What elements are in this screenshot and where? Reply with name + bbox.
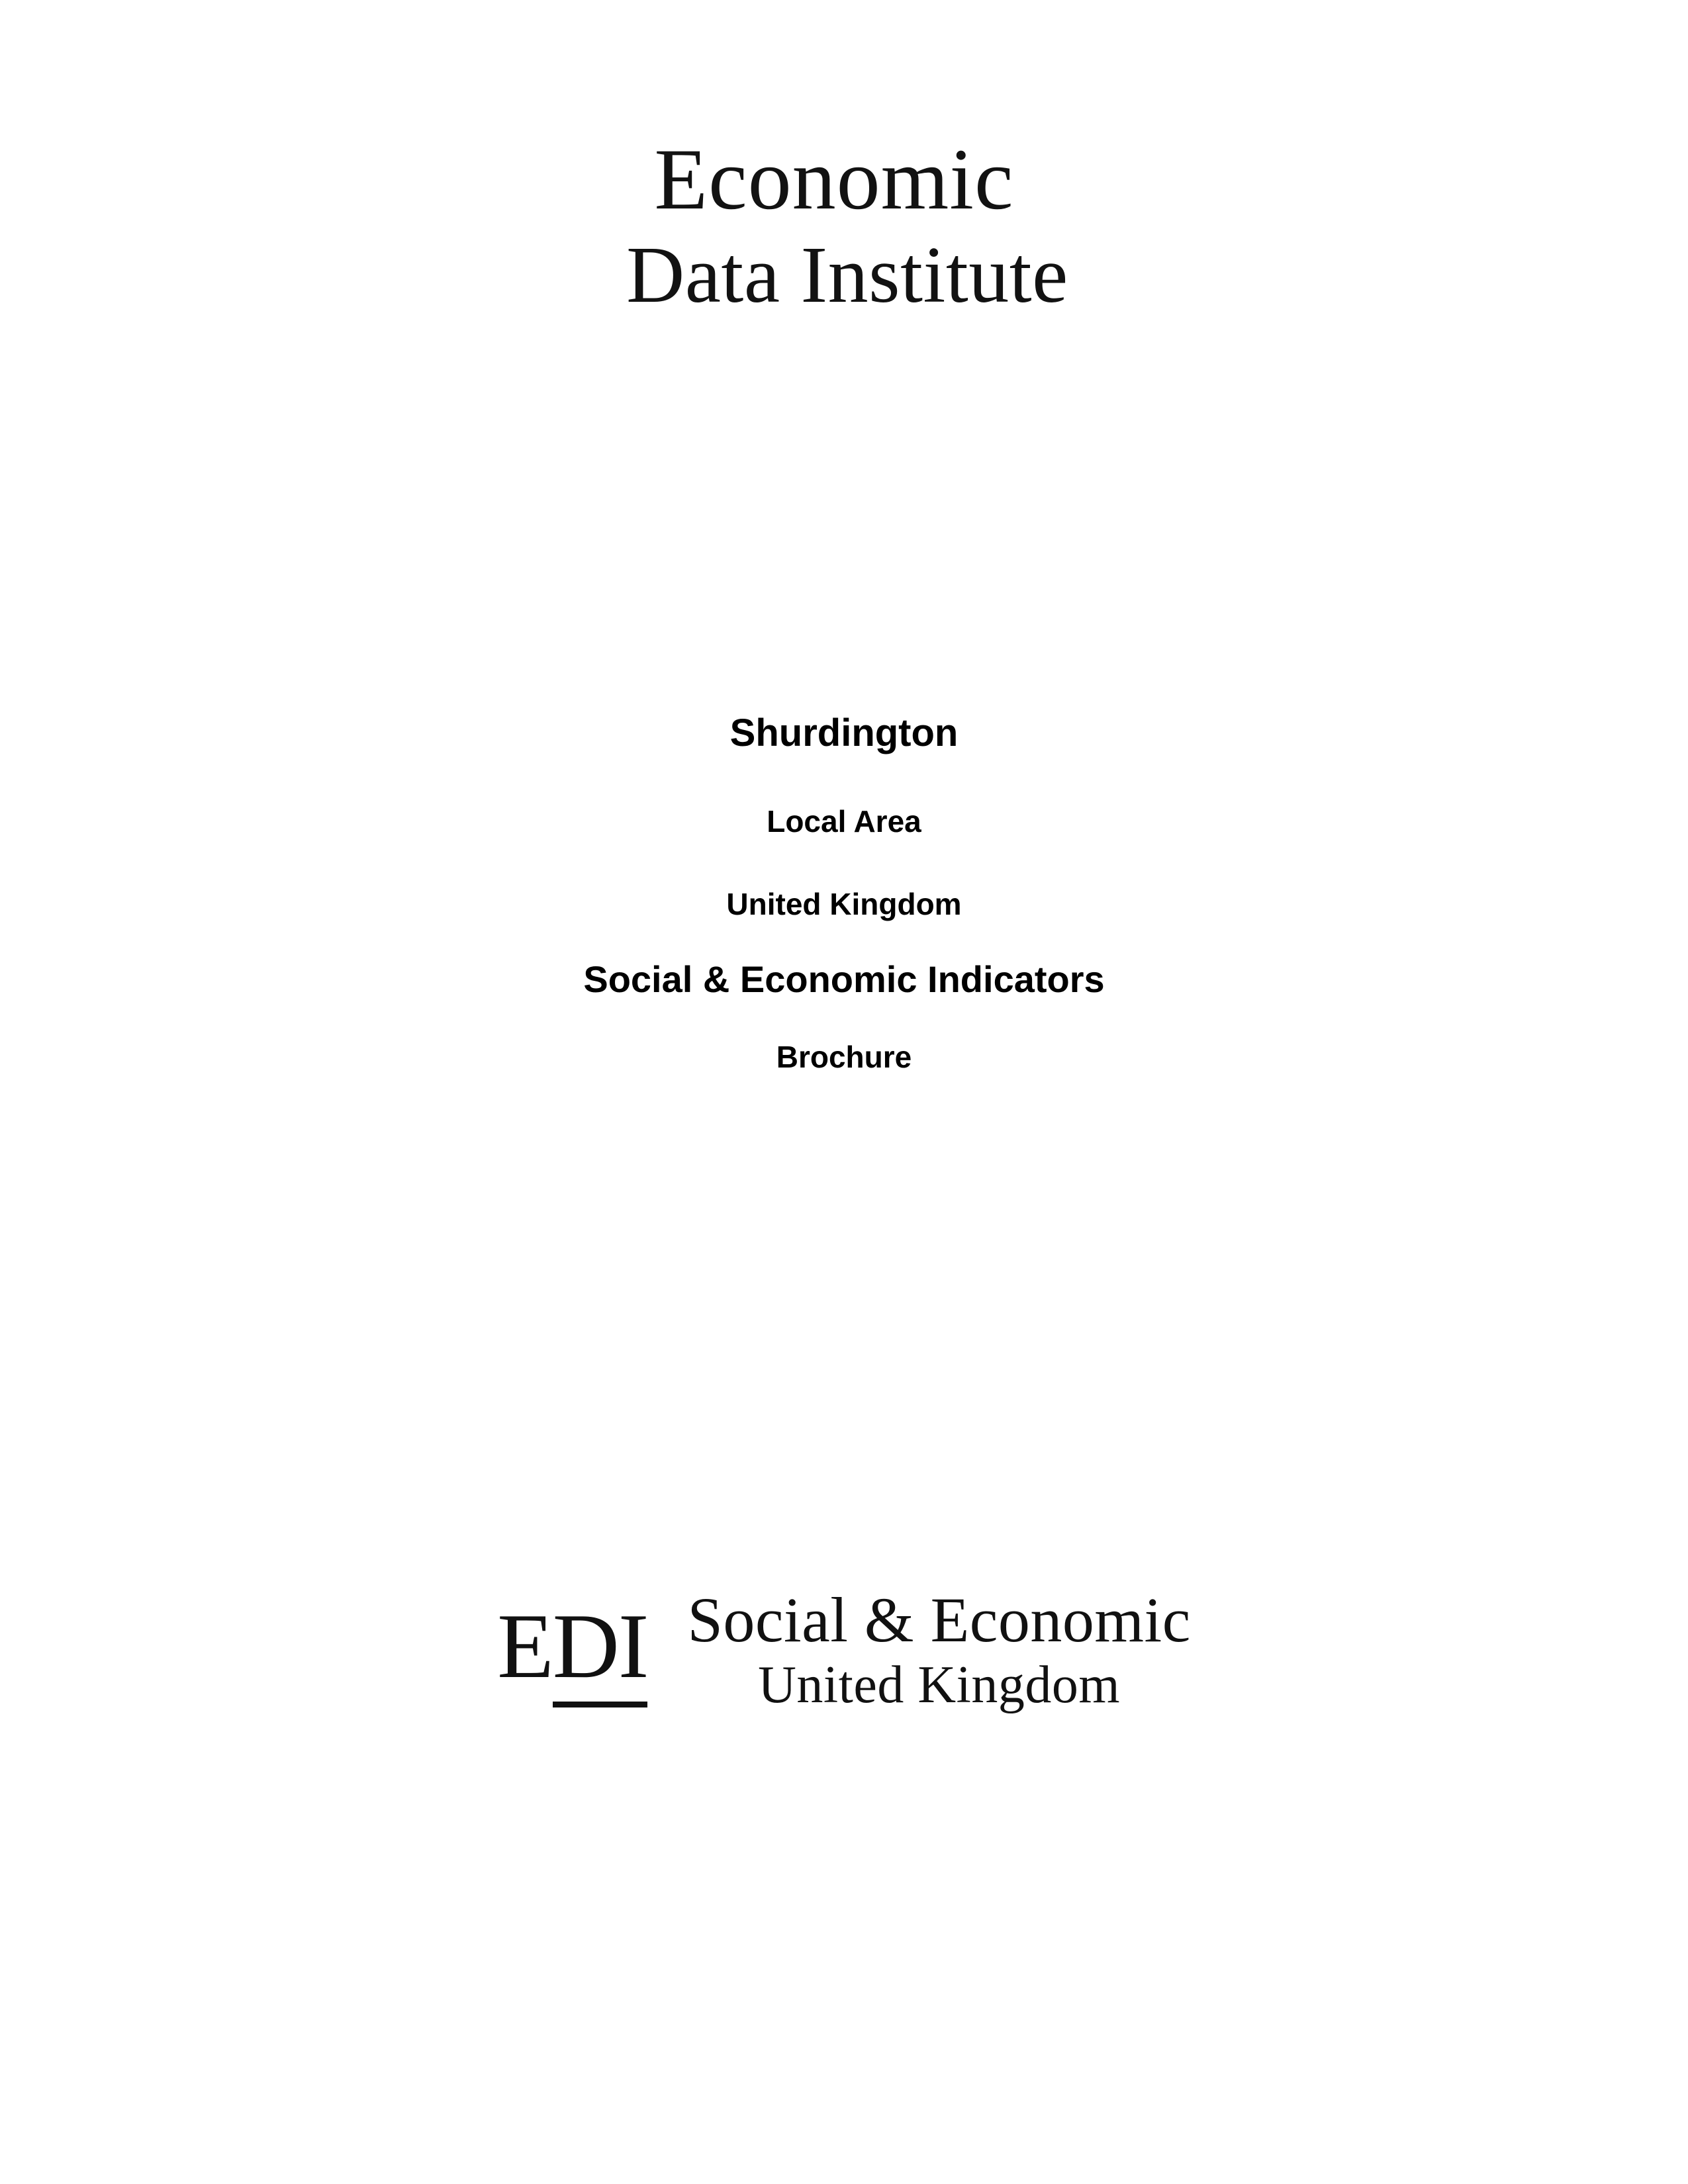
page-title: Shurdington: [729, 711, 959, 754]
footer-brand: [0, 1584, 1688, 1714]
document-type: Brochure: [776, 1039, 912, 1074]
brand-wordmark-line-2: United Kingdom: [758, 1656, 1121, 1714]
edi-monogram-e: E: [497, 1595, 553, 1698]
geography-level: Local Area: [767, 803, 921, 839]
brand-wordmark-line-1: Social & Economic: [687, 1584, 1191, 1655]
edi-monogram: [497, 1595, 648, 1700]
publisher-logo: [0, 130, 1688, 320]
country-name: United Kingdom: [726, 886, 962, 921]
subject-title: Social & Economic Indicators: [583, 958, 1105, 1001]
brand-wordmark: [687, 1584, 1191, 1714]
publisher-logo-line-2: Data Institute: [626, 230, 1068, 320]
edi-monogram-di: DI: [553, 1595, 648, 1707]
title-block: [0, 711, 1688, 1075]
publisher-logo-line-1: Economic: [654, 130, 1014, 228]
